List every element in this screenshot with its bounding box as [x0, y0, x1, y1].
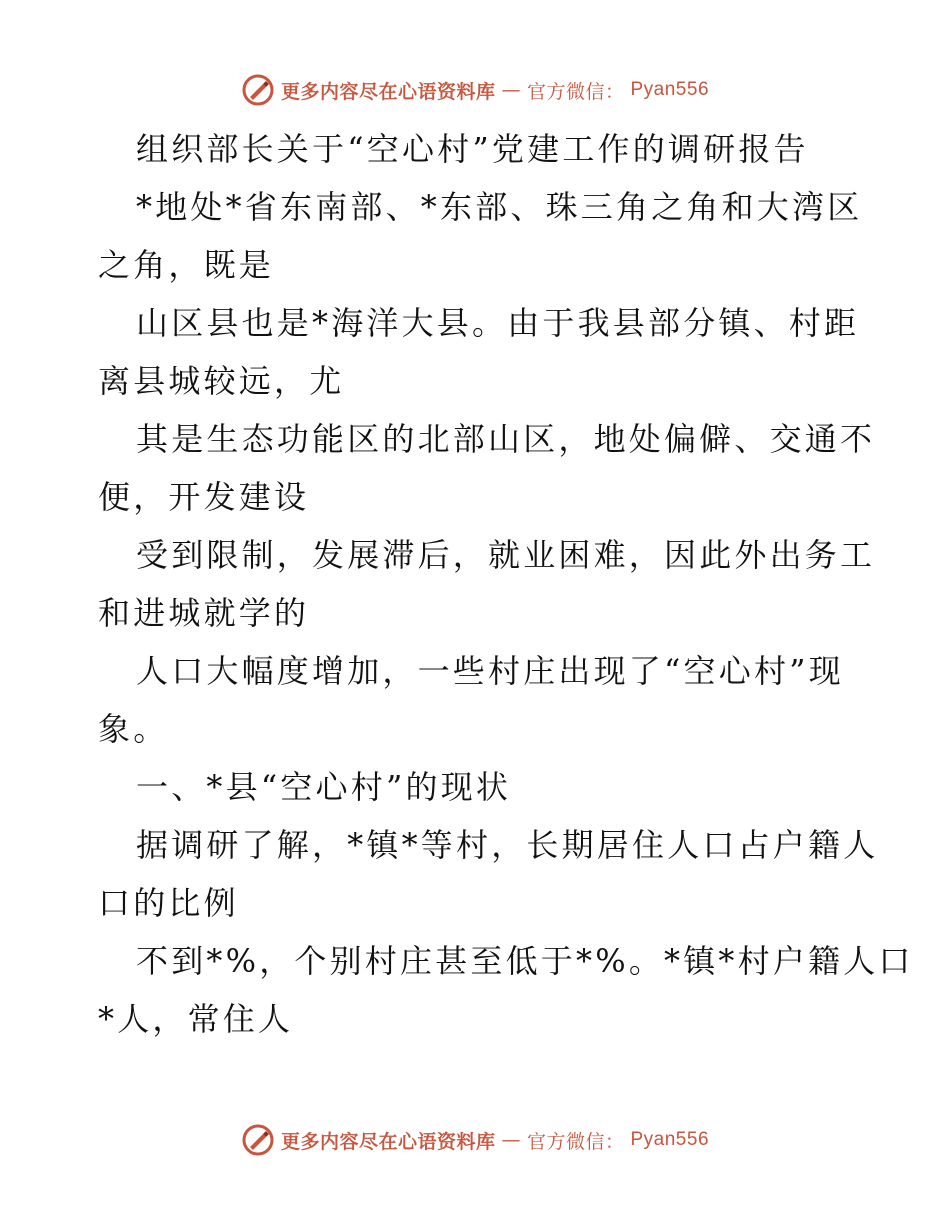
- watermark-wechat-id: Pyan556: [630, 79, 710, 100]
- paragraph-line: 口的比例: [98, 884, 239, 922]
- document-body: [98, 120, 914, 1048]
- pen-logo-icon: [241, 73, 275, 107]
- watermark-text: 更多内容尽在心语资料库: [280, 1130, 496, 1153]
- paragraph-line: 之角，既是: [98, 246, 275, 284]
- footer-watermark-banner: [0, 1120, 950, 1160]
- watermark-wechat-id: Pyan556: [630, 1129, 710, 1150]
- header-watermark-banner: [0, 70, 950, 110]
- watermark-text: 更多内容尽在心语资料库: [280, 80, 496, 103]
- paragraph-line: *人，常住人: [98, 1000, 294, 1038]
- paragraph-line: 其是生态功能区的北部山区，地处偏僻、交通不: [136, 420, 876, 458]
- document-title: 组织部长关于“空心村”党建工作的调研报告: [136, 130, 809, 168]
- paragraph-line: 便，开发建设: [98, 478, 310, 516]
- paragraph-line: 人口大幅度增加，一些村庄出现了“空心村”现: [136, 652, 844, 690]
- watermark-official-label: 官方微信：: [526, 1130, 625, 1153]
- paragraph-line: 不到*%，个别村庄甚至低于*%。*镇*村户籍人口: [136, 942, 914, 980]
- paragraph-line: 据调研了解，*镇*等村，长期居住人口占户籍人: [136, 826, 879, 864]
- paragraph-line: *地处*省东南部、*东部、珠三角之角和大湾区: [136, 188, 863, 226]
- paragraph-line: 山区县也是*海洋大县。由于我县部分镇、村距: [136, 304, 860, 342]
- paragraph-line: 和进城就学的: [98, 594, 310, 632]
- watermark-separator: —: [501, 1129, 521, 1151]
- paragraph-line: 受到限制，发展滞后，就业困难，因此外出务工: [136, 536, 876, 574]
- pen-logo-icon: [241, 1123, 275, 1157]
- section-heading: 一、*县“空心村”的现状: [136, 768, 512, 806]
- paragraph-line: 象。: [98, 710, 169, 748]
- watermark-content: [241, 73, 709, 107]
- watermark-separator: —: [501, 79, 521, 101]
- paragraph-line: 离县城较远，尤: [98, 362, 345, 400]
- watermark-official-label: 官方微信：: [526, 80, 625, 103]
- watermark-content: [241, 1123, 709, 1157]
